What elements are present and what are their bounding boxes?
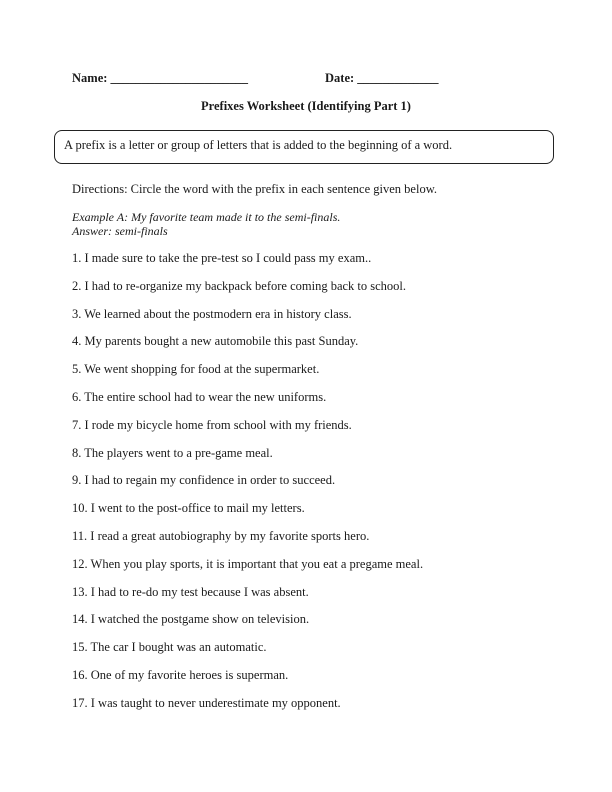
definition-box xyxy=(54,130,554,164)
sentence-item: 17. I was taught to never underestimate my opponent. xyxy=(72,695,341,710)
definition-text: A prefix is a letter or group of letters that is added to the beginning of a word. xyxy=(64,138,453,152)
sentence-item: 5. We went shopping for food at the supermarket. xyxy=(72,362,320,377)
sentence-item: 9. I had to regain my confidence in order to succeed. xyxy=(72,473,336,488)
directions: Directions: Circle the word with the prefix in each sentence given below. xyxy=(72,182,438,196)
sentence-item: 6. The entire school had to wear the new uniforms. xyxy=(72,389,327,404)
sentence-item: 13. I had to re-do my test because I was absent. xyxy=(72,584,309,599)
sentence-item: 15. The car I bought was an automatic. xyxy=(72,640,267,655)
sentence-item: 4. My parents bought a new automobile this past Sunday. xyxy=(72,334,359,349)
name-field[interactable]: Name: ______________________ xyxy=(72,71,249,85)
sentence-item: 2. I had to re-organize my backpack before coming back to school. xyxy=(72,278,407,293)
sentence-item: 16. One of my favorite heroes is superman. xyxy=(72,667,289,682)
example-answer: Answer: semi-finals xyxy=(72,224,168,238)
header-fields xyxy=(72,71,452,89)
sentence-item: 8. The players went to a pre-game meal. xyxy=(72,445,273,460)
date-field[interactable]: Date: _____________ xyxy=(325,71,439,85)
sentence-item: 3. We learned about the postmodern era in history class. xyxy=(72,306,352,321)
sentence-list xyxy=(72,250,423,723)
sentence-item: 7. I rode my bicycle home from school with my friends. xyxy=(72,417,352,432)
example-block xyxy=(72,210,340,238)
sentence-item: 14. I watched the postgame show on television. xyxy=(72,612,310,627)
sentence-item: 12. When you play sports, it is important that you eat a pregame meal. xyxy=(72,556,424,571)
worksheet-title: Prefixes Worksheet (Identifying Part 1) xyxy=(201,99,411,113)
sentence-item: 11. I read a great autobiography by my favorite sports hero. xyxy=(72,528,370,543)
sentence-item: 10. I went to the post-office to mail my letters. xyxy=(72,501,305,516)
example-sentence: Example A: My favorite team made it to the semi-finals. xyxy=(72,210,341,224)
sentence-item: 1. I made sure to take the pre-test so I could pass my exam.. xyxy=(72,251,372,265)
